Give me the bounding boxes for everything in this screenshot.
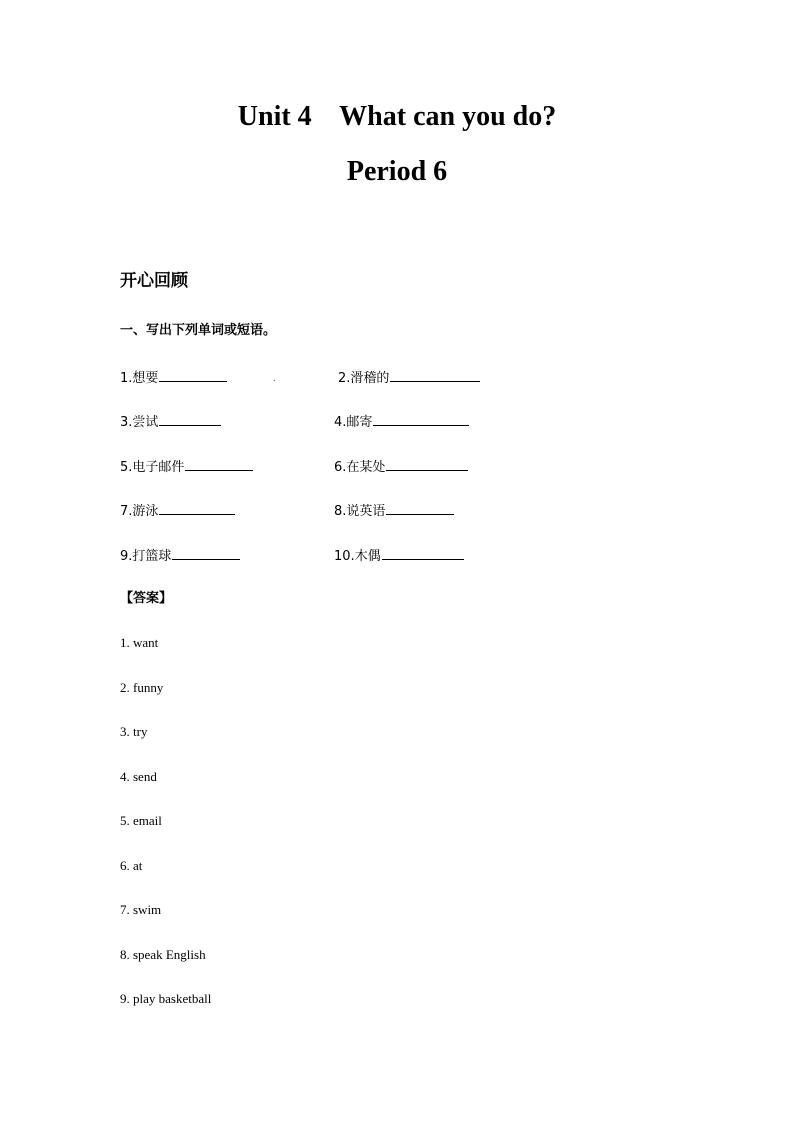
answer-item: 5. email bbox=[120, 813, 162, 828]
question-5 bbox=[120, 457, 253, 477]
document-title-line-2: Period 6 bbox=[346, 156, 448, 187]
answer-item: 6. at bbox=[120, 858, 143, 873]
answer-item: 4. send bbox=[120, 769, 157, 784]
question-label: 2.滑稽的 bbox=[338, 371, 390, 386]
answer-blank bbox=[390, 368, 480, 382]
question-label: 3.尝试 bbox=[120, 415, 159, 430]
document-title-line-1: Unit 4 What can you do? bbox=[237, 101, 557, 132]
question-9 bbox=[120, 546, 240, 566]
answer-blank bbox=[382, 546, 464, 560]
question-3 bbox=[120, 412, 221, 432]
question-label: 8.说英语 bbox=[334, 504, 386, 519]
question-label: 10.木偶 bbox=[334, 549, 381, 564]
decorative-dot: . bbox=[273, 373, 276, 384]
question-2 bbox=[338, 368, 480, 388]
answer-item: 7. swim bbox=[120, 902, 162, 917]
answer-blank bbox=[386, 501, 454, 515]
section-heading: 开心回顾 bbox=[120, 271, 188, 291]
exercise-instruction: 一、写出下列单词或短语。 bbox=[120, 323, 277, 338]
answer-heading: 【答案】 bbox=[120, 591, 173, 606]
question-label: 7.游泳 bbox=[120, 504, 159, 519]
question-6 bbox=[334, 457, 468, 477]
answer-item: 1. want bbox=[120, 635, 159, 650]
answer-blank bbox=[159, 412, 221, 426]
question-8 bbox=[334, 501, 454, 521]
question-10 bbox=[334, 546, 464, 566]
answer-blank bbox=[172, 546, 240, 560]
question-4 bbox=[334, 412, 469, 432]
question-label: 9.打篮球 bbox=[120, 549, 172, 564]
answer-item: 2. funny bbox=[120, 680, 164, 695]
answer-blank bbox=[159, 368, 227, 382]
answer-blank bbox=[159, 501, 235, 515]
question-label: 4.邮寄 bbox=[334, 415, 373, 430]
question-label: 6.在某处 bbox=[334, 460, 386, 475]
answer-blank bbox=[373, 412, 469, 426]
question-label: 5.电子邮件 bbox=[120, 460, 185, 475]
answer-item: 8. speak English bbox=[120, 947, 206, 962]
question-1 bbox=[120, 368, 227, 388]
answer-blank bbox=[185, 457, 253, 471]
answer-item: 3. try bbox=[120, 724, 148, 739]
answer-item: 9. play basketball bbox=[120, 991, 212, 1006]
answer-blank bbox=[386, 457, 468, 471]
question-7 bbox=[120, 501, 235, 521]
question-label: 1.想要 bbox=[120, 371, 159, 386]
